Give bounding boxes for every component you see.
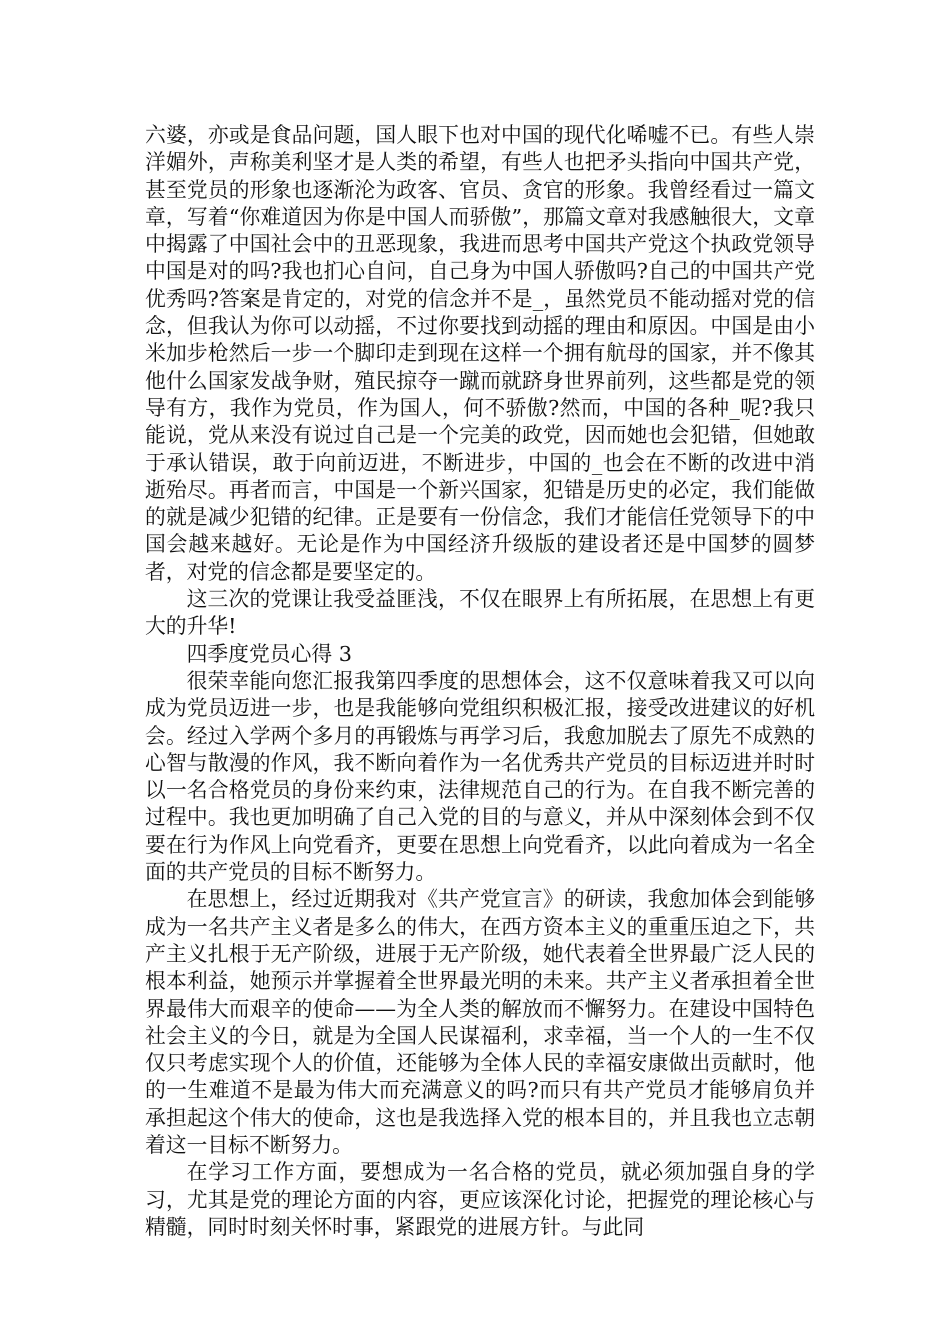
document-page — [145, 122, 815, 1241]
paragraph: 在学习工作方面，要想成为一名合格的党员，就必须加强自身的学习，尤其是党的理论方面的内容，更应该深化讨论，把握党的理论核心与精髓，同时时刻关怀时事，紧跟党的进展方针。与此同 — [145, 1160, 815, 1239]
section-heading: 四季度党员心得 3 — [186, 641, 353, 666]
paragraph: 在思想上，经过近期我对《共产党宣言》的研读，我愈加体会到能够成为一名共产主义者是多么的伟大，在西方资本主义的重重压迫之下，共产主义扎根于无产阶级，进展于无产阶级，她代表着全世界最广泛人民的根本利益，她预示并掌握着全世界最光明的未来。共产主义者承担着全世界最伟大而艰辛的使命——为全人类的解放而不懈努力。在建设中国特色社会主义的今日，就是为全国人民谋福利，求幸福，当一个人的一生不仅仅只考虑实现个人的价值，还能够为全体人民的幸福安康做出贡献时，他的一生难道不是最为伟大而充满意义的吗?而只有共产党员才能够肩负并承担起这个伟大的使命，这也是我选择入党的根本目的，并且我也立志朝着这一目标不断努力。 — [145, 887, 815, 1157]
paragraph: 六婆，亦或是食品问题，国人眼下也对中国的现代化唏嘘不已。有些人崇洋媚外，声称美利坚才是人类的希望，有些人也把矛头指向中国共产党，甚至党员的形象也逐渐沦为政客、官员、贪官的形象。我曾经看过一篇文章，写着“你难道因为你是中国人而骄傲”，那篇文章对我感触很大，文章中揭露了中国社会中的丑恶现象，我进而思考中国共产党这个执政党领导中国是对的吗?我也扪心自问，自己身为中国人骄傲吗?自己的中国共产党优秀吗?答案是肯定的，对党的信念并不是_，虽然党员不能动摇对党的信念，但我认为你可以动摇，不过你要找到动摇的理由和原因。中国是由小米加步枪然后一步一个脚印走到现在这样一个拥有航母的国家，并不像其他什么国家发战争财，殖民掠夺一蹴而就跻身世界前列，这些都是党的领导有方，我作为党员，作为国人，何不骄傲?然而，中国的各种_呢?我只能说，党从来没有说过自己是一个完美的政党，因而她也会犯错，但她敢于承认错误，敢于向前迈进，不断进步，中国的_也会在不断的改进中消逝殆尽。再者而言，中国是一个新兴国家，犯错是历史的必定，我们能做的就是减少犯错的纪律。正是要有一份信念，我们才能信任党领导下的中国会越来越好。无论是作为中国经济升级版的建设者还是中国梦的圆梦者，对党的信念都是要坚定的。 — [145, 123, 815, 584]
paragraph: 很荣幸能向您汇报我第四季度的思想体会，这不仅意味着我又可以向成为党员迈进一步，也是我能够向党组织积极汇报，接受改进建议的好机会。经过入学两个多月的再锻炼与再学习后，我愈加脱去了原先不成熟的心智与散漫的作风，我不断向着作为一名优秀共产党员的目标迈进并时时以一名合格党员的身份来约束，法律规范自己的行为。在自我不断完善的过程中。我也更加明确了自己入党的目的与意义，并从中深刻体会到不仅要在行为作风上向党看齐，更要在思想上向党看齐，以此向着成为一名全面的共产党员的目标不断努力。 — [145, 668, 815, 885]
paragraph: 这三次的党课让我受益匪浅，不仅在眼界上有所拓展，在思想上有更大的升华! — [145, 587, 815, 639]
